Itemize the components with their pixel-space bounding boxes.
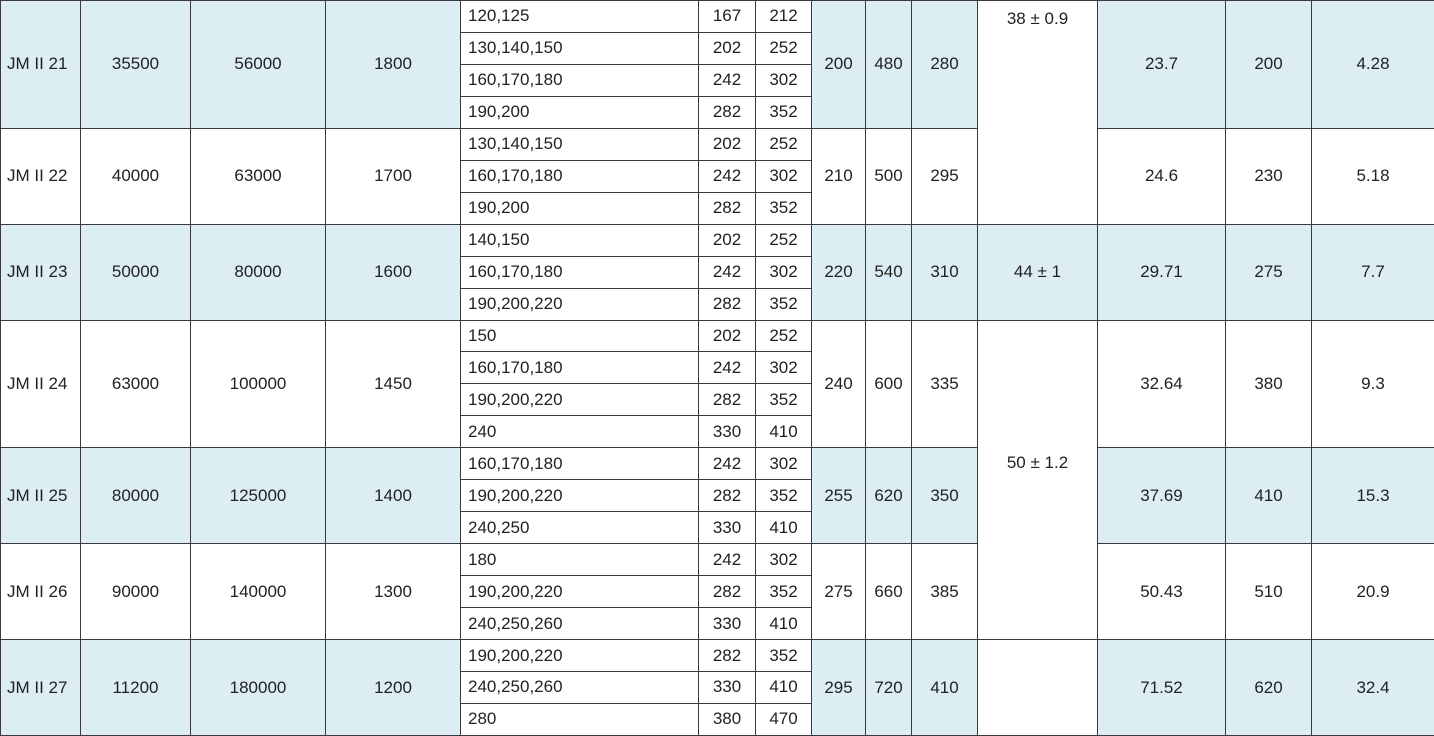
bore-dim-b-cell: 470 [756,703,812,735]
bore-dim-a-cell: 242 [699,256,756,288]
bore-cell: 190,200,220 [461,288,699,320]
dim-3-cell: 410 [912,640,978,736]
dim-1-cell: 240 [812,320,866,448]
value-2-cell: 180000 [191,640,326,736]
bore-cell: 190,200 [461,96,699,128]
metric-3-cell: 5.18 [1312,128,1434,224]
metric-1-cell: 23.7 [1098,1,1226,129]
metric-2-cell: 275 [1226,224,1312,320]
dim-1-cell: 200 [812,1,866,129]
bore-dim-b-cell: 302 [756,448,812,480]
dim-1-cell: 295 [812,640,866,736]
metric-1-cell: 71.52 [1098,640,1226,736]
bore-cell: 190,200,220 [461,480,699,512]
bore-dim-b-cell: 352 [756,96,812,128]
bore-dim-b-cell: 212 [756,1,812,33]
bore-dim-b-cell: 252 [756,320,812,352]
bore-dim-b-cell: 410 [756,608,812,640]
model-cell: JM II 21 [1,1,81,129]
bore-dim-a-cell: 242 [699,448,756,480]
dim-1-cell: 210 [812,128,866,224]
value-1-cell: 80000 [81,448,191,544]
tolerance-cell: 50 ± 1.2 [978,320,1098,640]
bore-cell: 160,170,180 [461,64,699,96]
bore-cell: 190,200,220 [461,384,699,416]
bore-dim-a-cell: 242 [699,352,756,384]
metric-3-cell: 7.7 [1312,224,1434,320]
dim-1-cell: 220 [812,224,866,320]
value-3-cell: 1600 [326,224,461,320]
bore-dim-b-cell: 352 [756,480,812,512]
bore-cell: 280 [461,703,699,735]
bore-dim-a-cell: 282 [699,192,756,224]
dim-1-cell: 275 [812,544,866,640]
value-2-cell: 125000 [191,448,326,544]
dim-2-cell: 660 [866,544,912,640]
bore-cell: 140,150 [461,224,699,256]
bore-dim-a-cell: 202 [699,320,756,352]
bore-dim-b-cell: 302 [756,64,812,96]
value-1-cell: 35500 [81,1,191,129]
bore-cell: 150 [461,320,699,352]
dim-3-cell: 385 [912,544,978,640]
bore-dim-a-cell: 330 [699,416,756,448]
metric-2-cell: 410 [1226,448,1312,544]
bore-dim-a-cell: 282 [699,576,756,608]
bore-cell: 190,200,220 [461,576,699,608]
bore-dim-b-cell: 352 [756,288,812,320]
dim-2-cell: 480 [866,1,912,129]
metric-1-cell: 32.64 [1098,320,1226,448]
value-2-cell: 80000 [191,224,326,320]
table-row [1,640,1434,672]
bore-dim-a-cell: 167 [699,1,756,33]
bore-cell: 240,250,260 [461,608,699,640]
bore-dim-a-cell: 282 [699,288,756,320]
model-cell: JM II 25 [1,448,81,544]
bore-dim-a-cell: 330 [699,608,756,640]
bore-dim-a-cell: 282 [699,640,756,672]
dim-3-cell: 335 [912,320,978,448]
tolerance-cell: 38 ± 0.9 [978,1,1098,225]
bore-cell: 190,200 [461,192,699,224]
value-1-cell: 50000 [81,224,191,320]
bore-dim-a-cell: 282 [699,96,756,128]
table-row [1,320,1434,352]
bore-cell: 180 [461,544,699,576]
bore-cell: 120,125 [461,1,699,33]
dim-1-cell: 255 [812,448,866,544]
bore-dim-b-cell: 410 [756,416,812,448]
table-row [1,544,1434,576]
bore-dim-a-cell: 380 [699,703,756,735]
metric-3-cell: 4.28 [1312,1,1434,129]
metric-2-cell: 200 [1226,1,1312,129]
value-2-cell: 56000 [191,1,326,129]
model-cell: JM II 23 [1,224,81,320]
dim-2-cell: 720 [866,640,912,736]
bore-cell: 130,140,150 [461,32,699,64]
bore-cell: 160,170,180 [461,352,699,384]
bore-dim-a-cell: 242 [699,160,756,192]
table-body [1,1,1434,736]
bore-dim-a-cell: 202 [699,32,756,64]
metric-2-cell: 380 [1226,320,1312,448]
dim-3-cell: 350 [912,448,978,544]
metric-3-cell: 32.4 [1312,640,1434,736]
table-row [1,128,1434,160]
dim-2-cell: 500 [866,128,912,224]
bore-dim-b-cell: 302 [756,544,812,576]
metric-1-cell: 37.69 [1098,448,1226,544]
metric-1-cell: 50.43 [1098,544,1226,640]
value-2-cell: 100000 [191,320,326,448]
bore-dim-b-cell: 352 [756,384,812,416]
dim-2-cell: 540 [866,224,912,320]
value-1-cell: 90000 [81,544,191,640]
value-1-cell: 63000 [81,320,191,448]
bore-dim-b-cell: 410 [756,512,812,544]
bore-dim-b-cell: 302 [756,352,812,384]
value-1-cell: 11200 [81,640,191,736]
bore-dim-b-cell: 252 [756,32,812,64]
bore-dim-b-cell: 410 [756,672,812,704]
table-row [1,1,1434,33]
value-3-cell: 1700 [326,128,461,224]
dim-3-cell: 310 [912,224,978,320]
bore-cell: 240 [461,416,699,448]
value-3-cell: 1200 [326,640,461,736]
bore-dim-a-cell: 202 [699,128,756,160]
metric-2-cell: 230 [1226,128,1312,224]
bore-dim-b-cell: 352 [756,640,812,672]
bore-dim-b-cell: 302 [756,256,812,288]
bore-dim-a-cell: 242 [699,64,756,96]
metric-1-cell: 29.71 [1098,224,1226,320]
bore-cell: 160,170,180 [461,160,699,192]
metric-2-cell: 510 [1226,544,1312,640]
value-3-cell: 1300 [326,544,461,640]
value-3-cell: 1800 [326,1,461,129]
bore-cell: 160,170,180 [461,448,699,480]
value-2-cell: 63000 [191,128,326,224]
bore-cell: 240,250 [461,512,699,544]
bore-cell: 190,200,220 [461,640,699,672]
model-cell: JM II 26 [1,544,81,640]
model-cell: JM II 22 [1,128,81,224]
metric-3-cell: 15.3 [1312,448,1434,544]
metric-2-cell: 620 [1226,640,1312,736]
metric-1-cell: 24.6 [1098,128,1226,224]
dim-2-cell: 620 [866,448,912,544]
table-row [1,224,1434,256]
bore-dim-b-cell: 252 [756,224,812,256]
tolerance-cell [978,640,1098,736]
bore-cell: 130,140,150 [461,128,699,160]
bore-cell: 240,250,260 [461,672,699,704]
bore-dim-b-cell: 352 [756,192,812,224]
bore-dim-b-cell: 352 [756,576,812,608]
value-2-cell: 140000 [191,544,326,640]
bore-dim-a-cell: 282 [699,480,756,512]
model-cell: JM II 27 [1,640,81,736]
bore-dim-a-cell: 282 [699,384,756,416]
value-3-cell: 1450 [326,320,461,448]
dim-2-cell: 600 [866,320,912,448]
bore-dim-a-cell: 202 [699,224,756,256]
table-row [1,448,1434,480]
bore-dim-b-cell: 302 [756,160,812,192]
bore-dim-a-cell: 242 [699,544,756,576]
bore-dim-a-cell: 330 [699,672,756,704]
dim-3-cell: 280 [912,1,978,129]
value-1-cell: 40000 [81,128,191,224]
tolerance-cell: 44 ± 1 [978,224,1098,320]
metric-3-cell: 20.9 [1312,544,1434,640]
bore-dim-a-cell: 330 [699,512,756,544]
bore-cell: 160,170,180 [461,256,699,288]
value-3-cell: 1400 [326,448,461,544]
dim-3-cell: 295 [912,128,978,224]
model-cell: JM II 24 [1,320,81,448]
metric-3-cell: 9.3 [1312,320,1434,448]
bore-dim-b-cell: 252 [756,128,812,160]
